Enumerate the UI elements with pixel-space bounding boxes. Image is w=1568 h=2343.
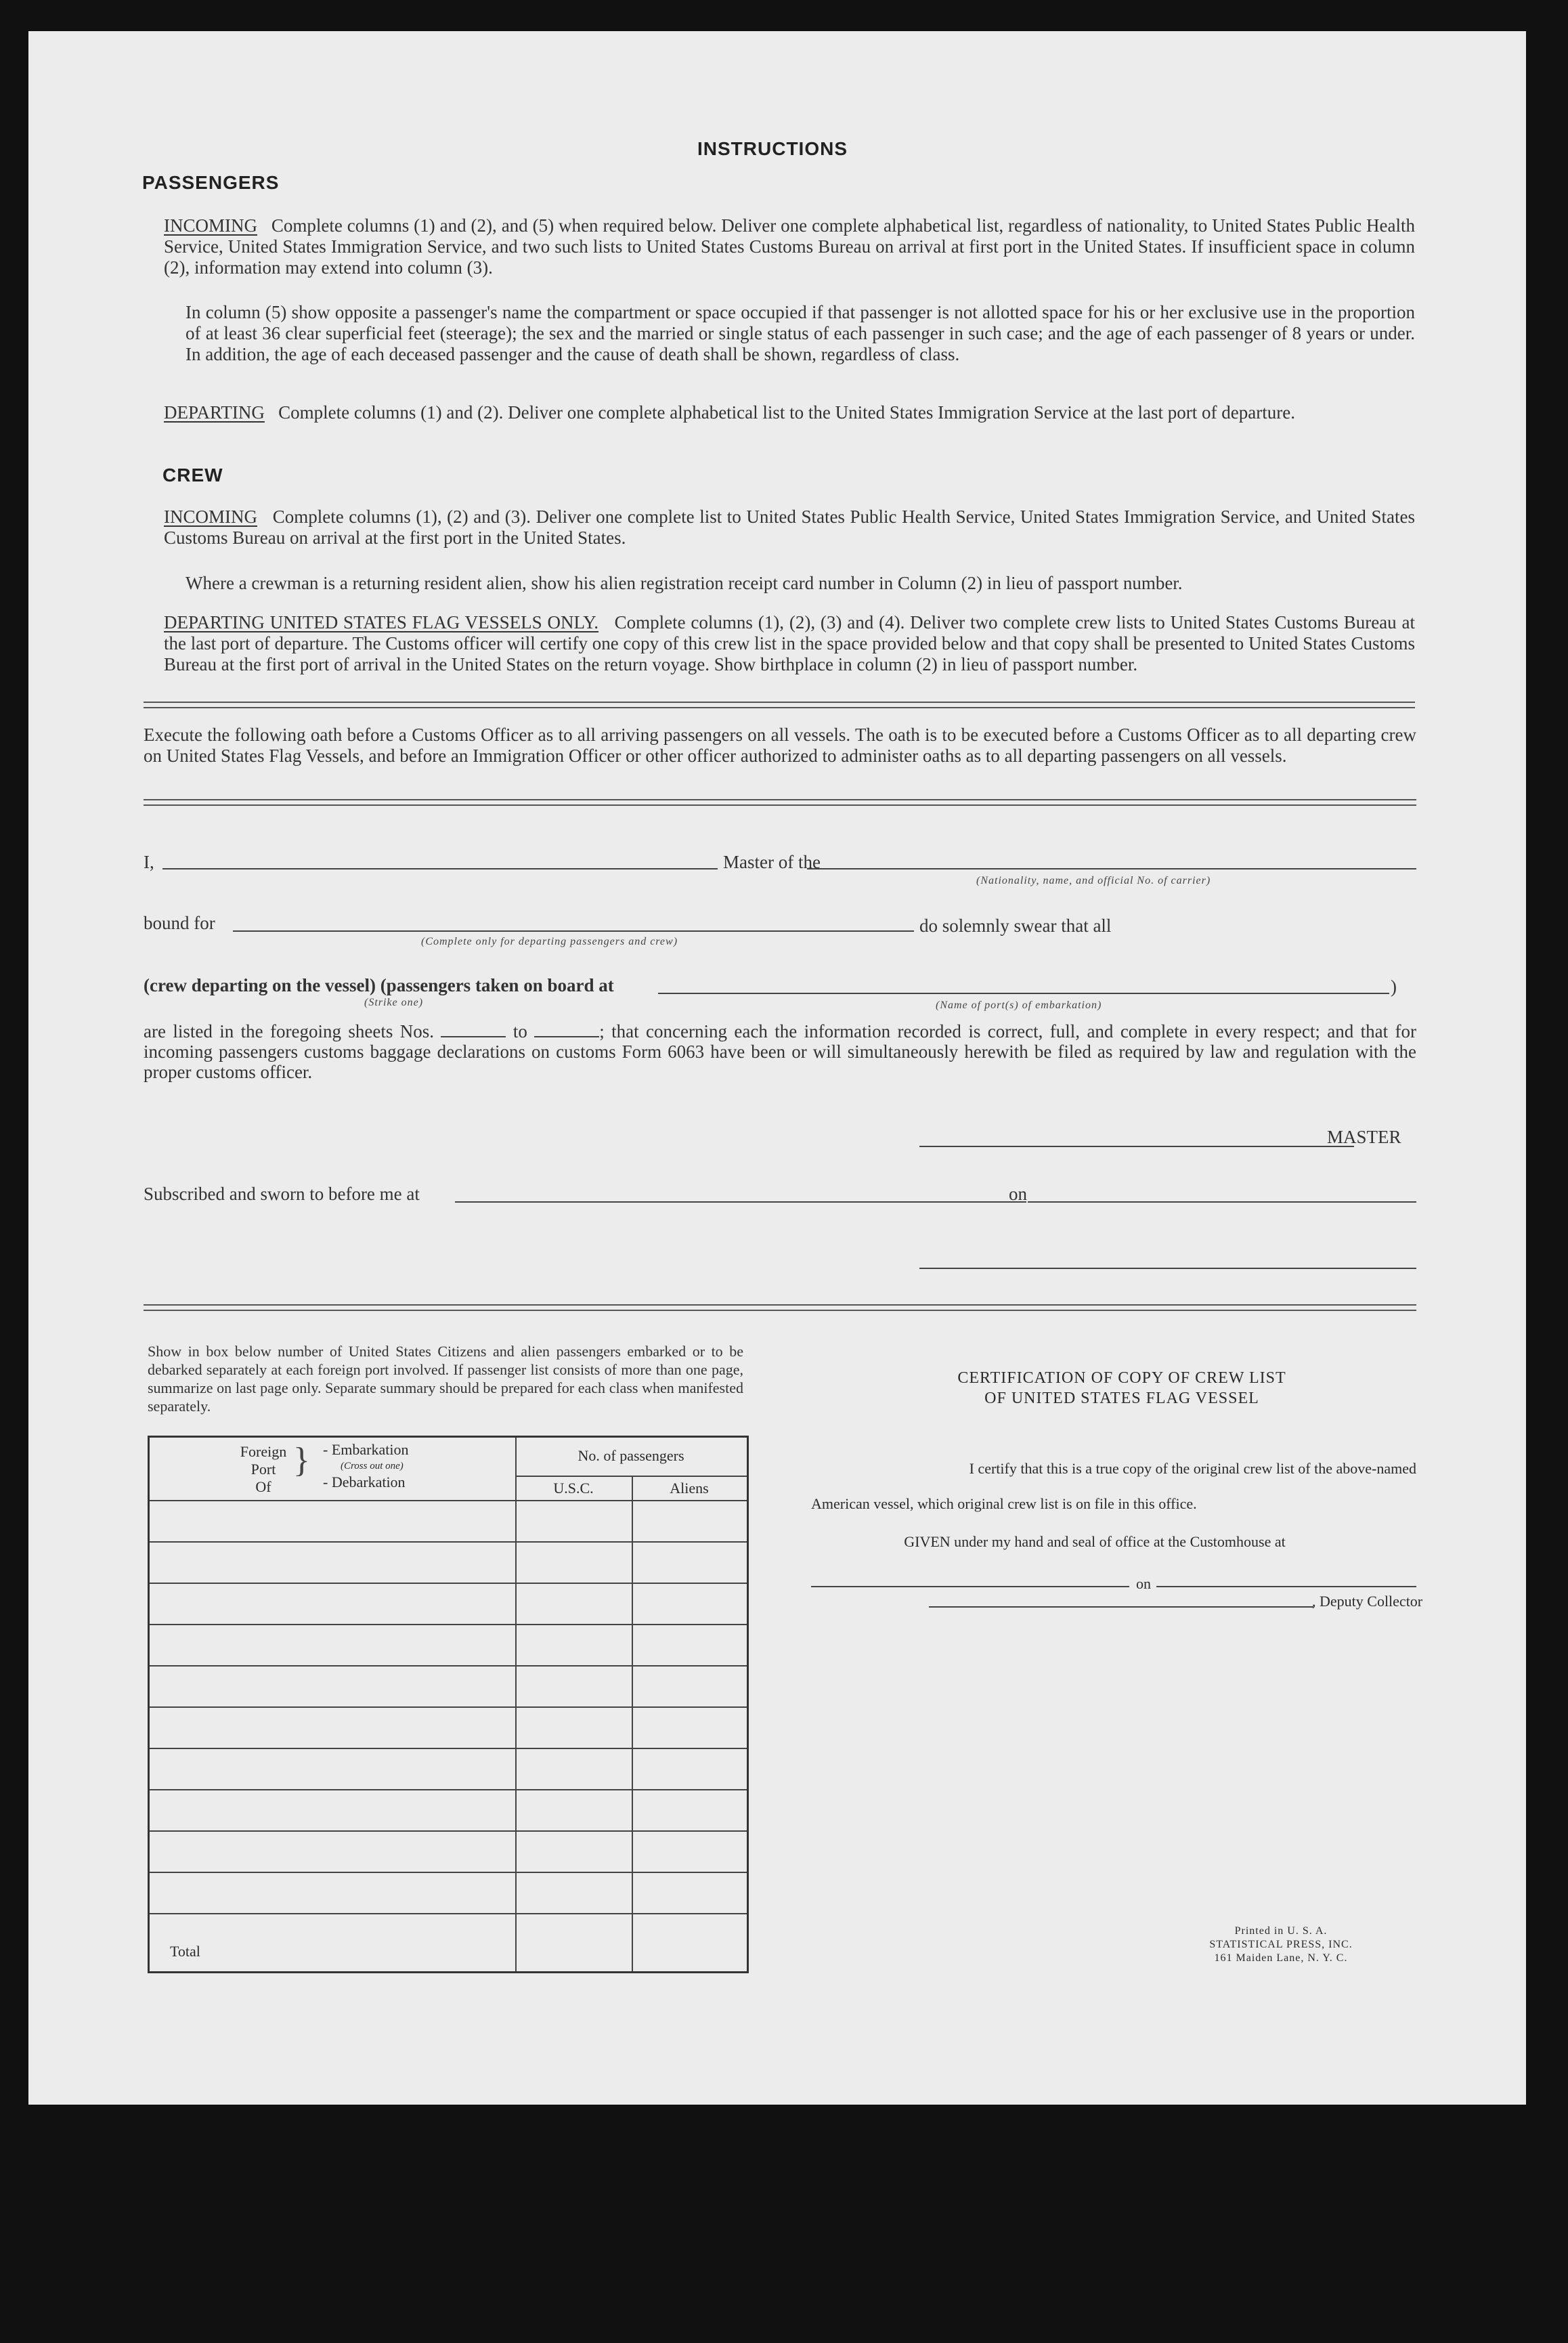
bound-for-caption: (Complete only for departing passengers and crew) <box>421 936 678 947</box>
table-row[interactable] <box>150 1665 747 1667</box>
header-of: Of <box>255 1478 271 1495</box>
close-paren: ) <box>1391 976 1397 997</box>
sworn-place-field[interactable] <box>455 1201 1026 1203</box>
header-divider <box>150 1500 747 1501</box>
divider <box>144 799 1416 806</box>
sheets-to-label: to <box>513 1021 527 1041</box>
carrier-field[interactable] <box>807 868 1416 869</box>
table-row[interactable] <box>150 1789 747 1790</box>
foreign-port-of <box>231 1443 296 1496</box>
sheets-paragraph <box>144 1021 1416 1082</box>
header-debarkation: - Debarkation <box>323 1474 406 1490</box>
passengers-departing-text: Complete columns (1) and (2). Deliver one complete alphabetical list to the United States Immigration Service at the last port of departure. <box>278 402 1295 423</box>
header-foreign: Foreign <box>240 1443 287 1460</box>
bound-for-label: bound for <box>144 913 215 933</box>
sheets-text-1: are listed in the foregoing sheets Nos. <box>144 1021 435 1041</box>
header-aliens: Aliens <box>670 1480 709 1497</box>
table-row[interactable] <box>150 1583 747 1584</box>
imprint-line2: STATISTICAL PRESS, INC. <box>1209 1939 1353 1950</box>
table-row[interactable] <box>150 1830 747 1832</box>
subscribed-label: Subscribed and sworn to before me at <box>144 1184 420 1204</box>
sheet-from-field[interactable] <box>441 1024 506 1037</box>
passengers-departing-paragraph <box>164 402 1415 423</box>
master-label: MASTER <box>1327 1127 1401 1147</box>
customhouse-field[interactable] <box>811 1586 1129 1587</box>
header-no-passengers: No. of passengers <box>578 1447 684 1464</box>
table-row[interactable] <box>150 1748 747 1749</box>
master-of-the-label: Master of the <box>723 852 821 872</box>
table-row[interactable] <box>150 1872 747 1873</box>
embark-debark-choice[interactable] <box>323 1442 408 1490</box>
carrier-caption: (Nationality, name, and official No. of carrier) <box>976 875 1211 886</box>
table-row[interactable] <box>150 1706 747 1708</box>
cert-date-field[interactable] <box>1156 1586 1416 1587</box>
do-swear-label: do solemnly swear that all <box>919 916 1112 936</box>
table-row[interactable] <box>150 1624 747 1625</box>
passengers-column5-paragraph: In column (5) show opposite a passenger's name the compartment or space occupied if that passenger is not allotted space for his or her exclusive use in the proportion of at least 36 clear superficial feet (steerage); the sex and the married or single status of each passenger in such case; and the age of each passenger of 8 years or under. In addition, the age of each deceased passenger and the cause of death shall be shown, regardless of class. <box>186 302 1415 364</box>
crew-departing-label: DEPARTING UNITED STATES FLAG VESSELS ONLY. <box>164 612 599 632</box>
sworn-on-label: on <box>1009 1184 1027 1204</box>
header-port: Port <box>251 1461 276 1478</box>
certification-title-line1: CERTIFICATION OF COPY OF CREW LIST <box>957 1369 1286 1387</box>
master-name-field[interactable] <box>162 868 718 869</box>
brace-icon: } <box>293 1441 310 1480</box>
sheet-to-field[interactable] <box>534 1024 599 1037</box>
crew-incoming-paragraph <box>164 507 1415 549</box>
imprint-line3: 161 Maiden Lane, N. Y. C. <box>1214 1952 1348 1964</box>
deputy-signature-field[interactable] <box>929 1606 1313 1608</box>
col-divider <box>515 1438 517 1971</box>
sheets-text-2: ; that concerning each the information recorded is correct, full, and complete in every respect; and that for incoming passengers customs baggage declarations on customs Form 6063 have been or will simultaneously herewith be filed as required by law and regulation with the proper customs officer. <box>144 1021 1417 1082</box>
cert-on-label: on <box>1136 1575 1151 1592</box>
certify-line2: American vessel, which original crew list is on file in this office. <box>811 1495 1197 1512</box>
table-row[interactable] <box>150 1541 747 1543</box>
crew-departing-label: (crew departing on the vessel) (passengers taken on board at <box>144 975 614 995</box>
passengers-incoming-text: Complete columns (1) and (2), and (5) when required below. Deliver one complete alphabetical list, regardless of nationality, to United States Public Health Service, United States Immigration Service, and two such lists to United States Customs Bureau on arrival at first port in the United States. If insufficient space in column (2), information may extend into column (3). <box>164 215 1416 278</box>
strike-caption: (Strike one) <box>364 997 424 1008</box>
total-label: Total <box>170 1943 200 1960</box>
deputy-collector-label: , Deputy Collector <box>1312 1593 1423 1610</box>
oath-intro: Execute the following oath before a Customs Officer as to all arriving passengers on all vessels. The oath is to be executed before a Customs Officer as to all departing crew on United States Flag Vessels, and before an Immigration Officer or other officer authorized to administer oaths as to all departing passengers on all vessels. <box>144 725 1416 766</box>
instructions-title: INSTRUCTIONS <box>697 138 848 159</box>
header-cross-out: (Cross out one) <box>341 1461 404 1471</box>
col-divider <box>632 1476 633 1971</box>
passengers-departing-label: DEPARTING <box>164 402 265 423</box>
oath-i-label: I, <box>144 852 154 872</box>
officer-signature-field[interactable] <box>919 1268 1416 1269</box>
divider <box>144 702 1415 708</box>
header-embarkation: - Embarkation <box>323 1441 409 1458</box>
imprint-line1: Printed in U. S. A. <box>1234 1925 1328 1937</box>
sworn-date-field[interactable] <box>1028 1201 1416 1203</box>
header-divider <box>515 1476 747 1477</box>
crew-departing-paragraph <box>164 612 1415 675</box>
crew-incoming-text: Complete columns (1), (2) and (3). Deliver one complete list to United States Public Health Service, United States Immigration Service, and United States Customs Bureau on arrival at the first port in the United States. <box>164 507 1416 548</box>
crew-departing-text: Complete columns (1), (2), (3) and (4). Deliver two complete crew lists to United States Customs Bureau at the last port of departure. The Customs officer will certify one copy of this crew list in the space provided below and that copy shall be presented to United States Customs Bureau at the first port of arrival in the United States on the return voyage. Show birthplace in column (2) in lieu of passport number. <box>164 612 1415 674</box>
passengers-incoming-paragraph <box>164 215 1415 278</box>
certification-title-line2: OF UNITED STATES FLAG VESSEL <box>984 1390 1259 1407</box>
given-line: GIVEN under my hand and seal of office at the Customhouse at <box>904 1533 1286 1550</box>
bound-for-field[interactable] <box>233 930 914 932</box>
embarkation-port-field[interactable] <box>658 993 1389 994</box>
header-usc: U.S.C. <box>553 1480 594 1497</box>
printer-imprint <box>1179 1925 1382 1965</box>
table-row[interactable] <box>150 1913 747 1914</box>
form-page <box>28 31 1526 2105</box>
crew-heading: CREW <box>162 465 223 486</box>
summary-instructions: Show in box below number of United States Citizens and alien passengers embarked or to be debarked separately at each foreign port involved. If passenger list consists of more than one page, summarize on last page only. Separate summary should be prepared for each class when manifested separately. <box>148 1343 743 1415</box>
crew-resident-paragraph: Where a crewman is a returning resident alien, show his alien registration receipt card number in Column (2) in lieu of passport number. <box>186 573 1183 593</box>
embarkation-caption: (Name of port(s) of embarkation) <box>936 999 1102 1011</box>
crew-incoming-label: INCOMING <box>164 507 257 527</box>
divider <box>144 1304 1416 1311</box>
master-signature-field[interactable] <box>919 1146 1354 1147</box>
passengers-heading: PASSENGERS <box>142 172 280 193</box>
summary-table <box>148 1436 749 1973</box>
certification-title <box>827 1368 1416 1409</box>
certify-line1: I certify that this is a true copy of the original crew list of the above-named <box>969 1460 1416 1477</box>
passengers-incoming-label: INCOMING <box>164 215 257 236</box>
